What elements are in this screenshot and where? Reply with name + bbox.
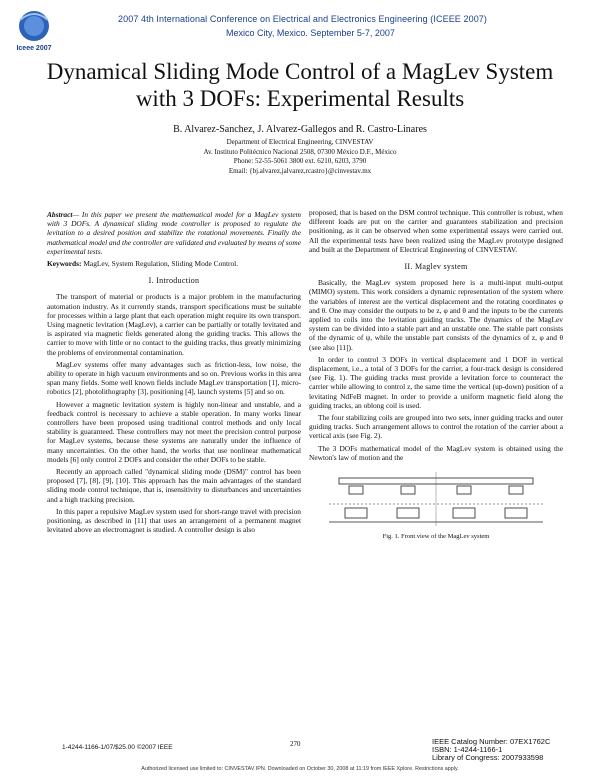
magnet-left: [349, 486, 363, 494]
keywords-label: Keywords:: [47, 259, 82, 269]
affiliation-address: Av. Instituto Politécnico Nacional 2508, 07300 México D.F., México: [203, 147, 397, 156]
keywords: [47, 259, 301, 268]
catalog-number: IEEE Catalog Number: 07EX1762C: [432, 737, 551, 746]
paragraph: The transport of material or products is a major problem in the manufacturing automation industry. As it currently stands, transport specifications must be suitable for processes within a large plant that each operation might require its own transport. Using magnetic levitation (MagLev), a carrier can be partially or totally levitated and is aspirated via magnetic fields generated along the guiding tracks. This allows the carrier to move with little or no contact to the guiding tracks, thus greatly minimizing the problems of environmental contamination.: [47, 292, 301, 357]
magnet-inner-right: [457, 486, 471, 494]
section-heading-introduction: I. Introduction: [148, 276, 200, 286]
paper-title: Dynamical Sliding Mode Control of a MagLev System with 3 DOFs: Experimental Results: [46, 59, 554, 111]
coil-inner-right: [453, 508, 475, 518]
conference-name: 2007 4th International Conference on Electrical and Electronics Engineering (ICEEE 2007): [118, 14, 488, 24]
affiliation: [40, 138, 560, 176]
affiliation-email: Email: {bj.alvarez,jalvarez,rcastro}@cinvestav.mx: [228, 166, 372, 175]
paragraph: In this paper a repulsive MagLev system used for short-range travel with precision positioning, as described in [11] that uses an arrangement of a permanent magnet levitated above an electromagnet is studied. A controller design is also: [47, 506, 301, 535]
paragraph: Recently an approach called "dynamical sliding mode (DSM)" control has been proposed [7], [8], [9], [10]. This approach has the main advantages of the standard sliding mode control technique, that is, insensitivity to disturbances and uncertainties and a high tracking precision.: [47, 467, 301, 504]
footer-isbn: 1-4244-1166-1/07/$25.00 ©2007 IEEE: [62, 744, 173, 751]
section-heading-maglev: II. Maglev system: [404, 262, 468, 272]
logo-text: Iceee 2007: [16, 45, 52, 52]
figure-caption: Fig. 1. Front view of the MagLev system: [382, 533, 490, 541]
paragraph: proposed, that is based on the DSM control technique. This controller is robust, when different loads are put on the carrier and guarantees stabilization and precision positioning, as it can be observed when some experimental essays were carried out. All the experimental tests have been realized using the MagLev prototype designed and built at the Department of Electrical Engineering of CINVESTAV.: [309, 208, 563, 254]
license-notice: Authorized licensed use limited to: CINVESTAV IPN. Downloaded on October 30, 2008 at 11:19 from IEEE Xplore. Restrictions apply.: [141, 766, 459, 772]
coil-inner-left: [397, 508, 419, 518]
paragraph: MagLev systems offer many advantages such as friction-less, low noise, the ability to operate in high vacuum environments and so on. Previous works in this area span many fields. Some well known fields include MagLev transportation [1], micro-robotics [2], photolithography [3], positioning [4], launch systems [5] and so on.: [47, 359, 301, 397]
conference-location: Mexico City, Mexico. September 5-7, 2007: [226, 28, 395, 38]
coil-right: [505, 508, 527, 518]
magnet-right: [509, 486, 523, 494]
abstract: [47, 210, 301, 256]
footer-catalog-info: [432, 738, 550, 762]
paragraph: The 3 DOFs mathematical model of the MagLev system is obtained using the Newton's law of motion and the: [309, 443, 563, 462]
affiliation-phone: Phone: 52-55-5061 3800 ext. 6210, 6203, 3790: [233, 157, 367, 165]
library-of-congress: Library of Congress: 2007933598: [432, 753, 544, 762]
conference-logo: [8, 6, 60, 58]
isbn-right: ISBN: 1-4244-1166-1: [432, 745, 503, 754]
right-column: [309, 208, 563, 541]
paragraph: In order to control 3 DOFs in vertical displacement and 1 DOF in vertical displacement, i.e., a total of 3 DOFs for the carrier, a four-track design is considered (see Fig. 1). The guiding tracks must provide a levitation force to counteract the carrier while allowing to control z, the same time the vertical (up-down) position of a levitating NdFeB magnet. In order to provide a uniform magnetic field along the guiding tracks, an oblong coil is used.: [309, 354, 563, 410]
paragraph: The four stabilizing coils are grouped into two sets, inner guiding tracks and outer guiding tracks. Such arrangement allows to control the rotation of the carrier about a vertical axis (see Fig. 2).: [309, 413, 563, 441]
paragraph: Basically, the MagLev system proposed here is a multi-input multi-output (MIMO) system. This work considers a dynamic representation of the system where the variables of interest are the vertical displacement and the rotating coordinates φ and θ. One may consider the outputs to be z, φ and θ and the inputs to be the currents applied to coils into the levitation guiding tracks. The dynamics of the MagLev system can be divided into a stable part and an unstable one. The stable part consists of the dynamic of ψ, while the unstable part consists of the dynamics of z, φ and θ (see also [11]).: [309, 278, 563, 352]
abstract-label: Abstract: [47, 210, 73, 219]
page-number: 270: [290, 740, 301, 748]
affiliation-dept: Department of Electrical Engineering, CINVESTAV: [226, 138, 374, 146]
abstract-text: — In this paper we present the mathematical model for a MagLev system with 3 DOFs. A dynamical sliding mode controller is proposed to regulate the levitation to a desired position and stabilize the rotational movements. Finally the mathematical model and the controller are validated and evaluated by means of some experimental tests.: [47, 210, 301, 256]
paragraph: However a magnetic levitation system is highly non-linear and unstable, and a feedback control is necessary to achieve a stable operation. In many works linear controllers have been proposed using traditional control methods and only local stability is guaranteed. These controllers may not meet the precision control purpose for MagLev systems, because these systems are naturally under the influence of many uncertainties. On the other hand, the works that use nonlinear mathematical models [6] only control 2 DOFs and consider the other DOFs to be stable.: [47, 399, 301, 464]
coil-left: [345, 508, 367, 518]
keywords-text: MagLev, System Regulation, Sliding Mode Control.: [83, 259, 239, 269]
magnet-inner-left: [401, 486, 415, 494]
left-column: [47, 210, 301, 538]
figure-maglev-front-view: [309, 470, 563, 530]
authors: B. Alvarez-Sanchez, J. Alvarez-Gallegos and R. Castro-Linares: [173, 124, 427, 135]
